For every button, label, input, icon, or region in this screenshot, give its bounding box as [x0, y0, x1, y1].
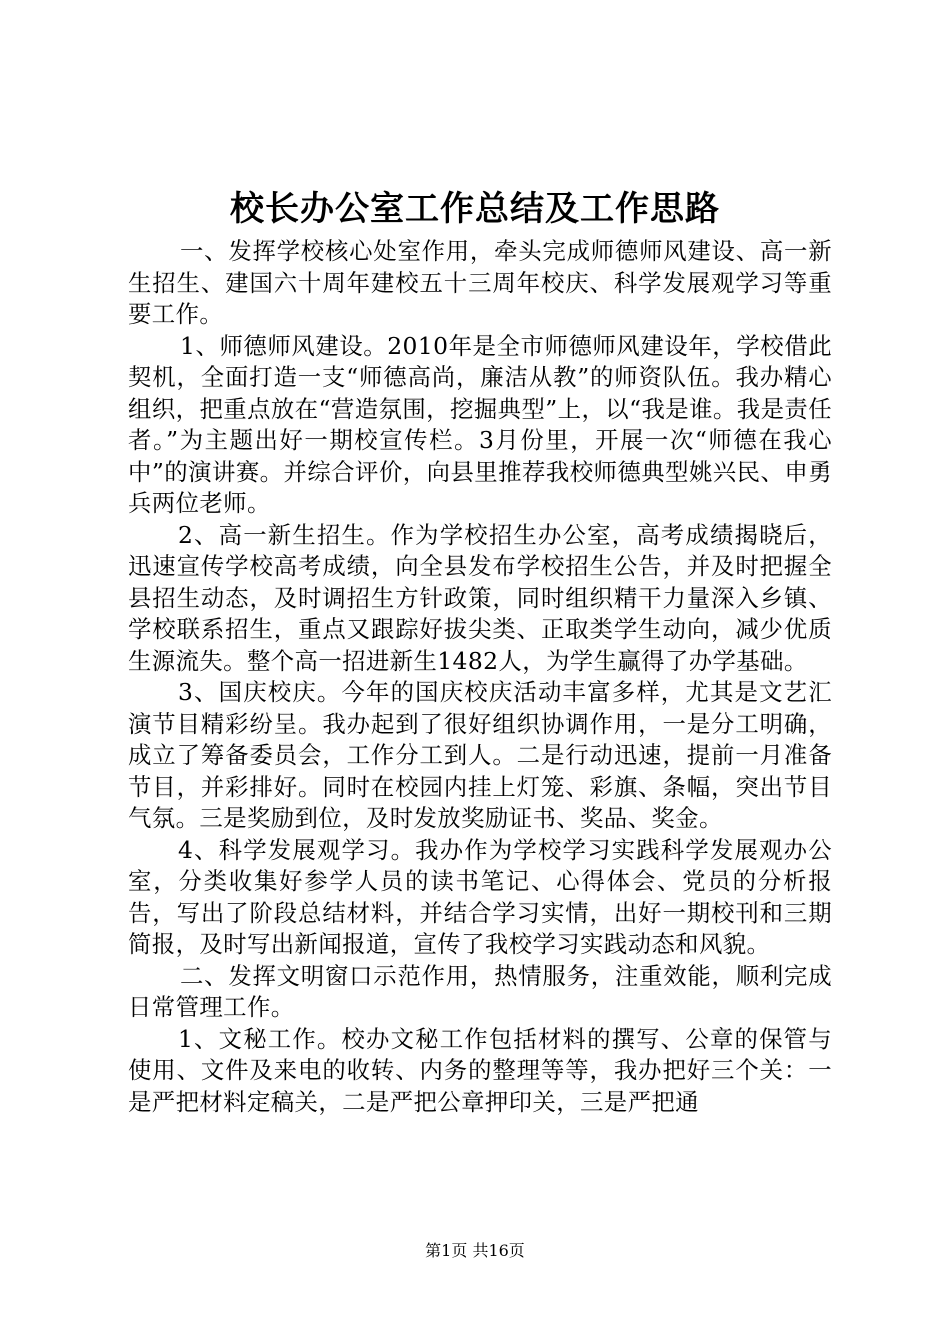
paragraph-development-study: 4、科学发展观学习。我办作为学校学习实践科学发展观办公室，分类收集好参学人员的读书笔记、心得体会、党员的分析报告，写出了阶段总结材料，并结合学习实情，出好一期校刊和三期简报，及时写出新闻报道，宣传了我校学习实践动态和风貌。: [128, 835, 832, 958]
paragraph-enrollment: 2、高一新生招生。作为学校招生办公室，高考成绩揭晓后，迅速宣传学校高考成绩，向全县发布学校招生公告，并及时把握全县招生动态，及时调招生方针政策，同时组织精干力量深入乡镇、学校联系招生，重点又跟踪好拔尖类、正取类学生动向，减少优质生源流失。整个高一招进新生1482人，为学生赢得了办学基础。: [128, 520, 832, 675]
page-footer: 第1页 共16页: [425, 1241, 525, 1260]
document-title: 校长办公室工作总结及工作思路: [230, 189, 720, 229]
document-body: [128, 236, 832, 1118]
paragraph-ethics-building: 1、师德师风建设。2010年是全市师德师风建设年，学校借此契机，全面打造一支“师德高尚，廉洁从教”的师资队伍。我办精心组织，把重点放在“营造氛围，挖掘典型”上，以“我是谁。我是责任者。”为主题出好一期校宣传栏。3月份里，开展一次“师德在我心中”的演讲赛。并综合评价，向县里推荐我校师德典型姚兴民、申勇兵两位老师。: [128, 331, 832, 517]
paragraph-secretarial: 1、文秘工作。校办文秘工作包括材料的撰写、公章的保管与使用、文件及来电的收转、内务的整理等等，我办把好三个关：一是严把材料定稿关，二是严把公章押印关，三是严把通: [128, 1024, 832, 1116]
paragraph-section-one: 一、发挥学校核心处室作用，牵头完成师德师风建设、高一新生招生、建国六十周年建校五十三周年校庆、科学发展观学习等重要工作。: [128, 237, 832, 328]
paragraph-anniversary: 3、国庆校庆。今年的国庆校庆活动丰富多样，尤其是文艺汇演节目精彩纷呈。我办起到了很好组织协调作用，一是分工明确，成立了筹备委员会，工作分工到人。二是行动迅速，提前一月准备节目，并彩排好。同时在校园内挂上灯笼、彩旗、条幅，突出节目气氛。三是奖励到位，及时发放奖励证书、奖品、奖金。: [128, 678, 832, 832]
paragraph-section-two: 二、发挥文明窗口示范作用，热情服务，注重效能，顺利完成日常管理工作。: [128, 961, 832, 1021]
